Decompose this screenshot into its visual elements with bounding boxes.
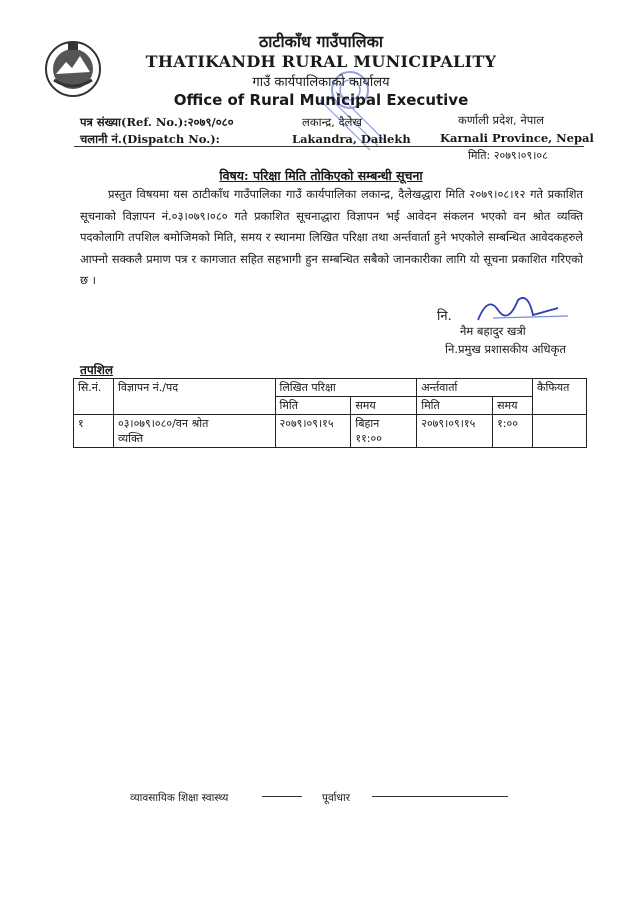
ref-label: पत्र संख्या(Ref. No.): [80, 115, 188, 129]
subject-line: विषय: परिक्षा मिति तोकिएको सम्बन्धी सूचना [219, 168, 423, 183]
notice-body [80, 184, 583, 292]
row-written-time [351, 415, 417, 448]
header-adv: विज्ञापन नं./पद [113, 379, 275, 415]
municipality-name-nepali: ठाटीकाँध गाउँपालिका [258, 32, 384, 51]
signatory-title: नि.प्रमुख प्रशासकीय अधिकृत [445, 342, 566, 356]
footer-left-text: व्यावसायिक शिक्षा स्वास्थ्य [130, 792, 229, 804]
office-name-english: Office of Rural Municipal Executive [173, 91, 469, 109]
row-interview-time: १:०० [493, 415, 533, 448]
table-header-row [74, 379, 587, 397]
footer-middle-text: पूर्वाधार [322, 792, 350, 804]
row-interview-date: २०७९।०९।१५ [417, 415, 493, 448]
row-written-date: २०७९।०९।१५ [275, 415, 351, 448]
header-interview: अर्न्तवार्ता [417, 379, 533, 397]
row-written-time-line2: ११:०० [355, 432, 382, 445]
header-interview-date: मिति [417, 397, 493, 415]
row-adv-line2: व्यक्ति [117, 432, 144, 445]
notice-body-text: प्रस्तुत विषयमा यस ठाटीकाँध गाउँपालिका गाउँ कार्यपालिका लकान्द्र, दैलेखद्धारा मिति २०७९।०८।१२ गते प्रकाशित सूचनाको विज्ञापन नं.०३।०७९।०८० गते प्रकाशित सूचनाद्धारा विज्ञापन भई आवेदन संकलन भएको वन श्रोत व्यक्ति पदकोलागि तपशिल बमोजिमको मिति, समय र स्थानमा लिखित परिक्षा तथा अर्न्तवार्ता हुने भएकोले सम्बन्धित आवेदकहरुले आफ्नो सक्कलै प्रमाण पत्र र कागजात सहित सहभागी हुन सम्बन्धित सबैको जानकारीका लागि यो सूचना प्रकाशित गरिएको छ । [80, 187, 583, 287]
footer-line-1 [262, 796, 302, 797]
row-written-time-line1: बिहान [355, 417, 380, 430]
header-remarks: कैफियत [533, 379, 587, 415]
letter-date: मिति: २०७९।०९।०८ [468, 149, 548, 162]
header-divider [74, 146, 584, 147]
header-written: लिखित परिक्षा [275, 379, 417, 397]
row-sn: १ [74, 415, 114, 448]
row-adv [113, 415, 275, 448]
table-row [74, 415, 587, 448]
province-nepali: कर्णाली प्रदेश, नेपाल [458, 113, 545, 127]
row-adv-line1: ०३।०७९।०८०/वन श्रोत [117, 417, 209, 430]
header-written-date: मिति [275, 397, 351, 415]
signature-mark: नि. [437, 309, 452, 324]
header-written-time: समय [351, 397, 417, 415]
location-english: Lakandra, Dailekh [292, 132, 411, 146]
office-name-nepali: गाउँ कार्यपालिकाको कार्यालय [252, 75, 390, 90]
signatory-name: नैम बहादुर खत्री [460, 324, 526, 338]
location-nepali: लकान्द्र, दैलेख [302, 115, 362, 129]
header-interview-time: समय [493, 397, 533, 415]
ref-value: २०७९/०८० [187, 115, 234, 129]
ref-number [80, 115, 234, 130]
tapsil-heading: तपशिल [80, 363, 114, 377]
footer-line-2 [372, 796, 508, 797]
exam-schedule-table [73, 378, 587, 448]
dispatch-label: चलानी नं.(Dispatch No.): [80, 132, 220, 146]
header-sn: सि.नं. [74, 379, 114, 415]
municipality-name-english: THATIKANDH RURAL MUNICIPALITY [145, 52, 497, 71]
province-english: Karnali Province, Nepal [440, 131, 594, 145]
row-remarks [533, 415, 587, 448]
